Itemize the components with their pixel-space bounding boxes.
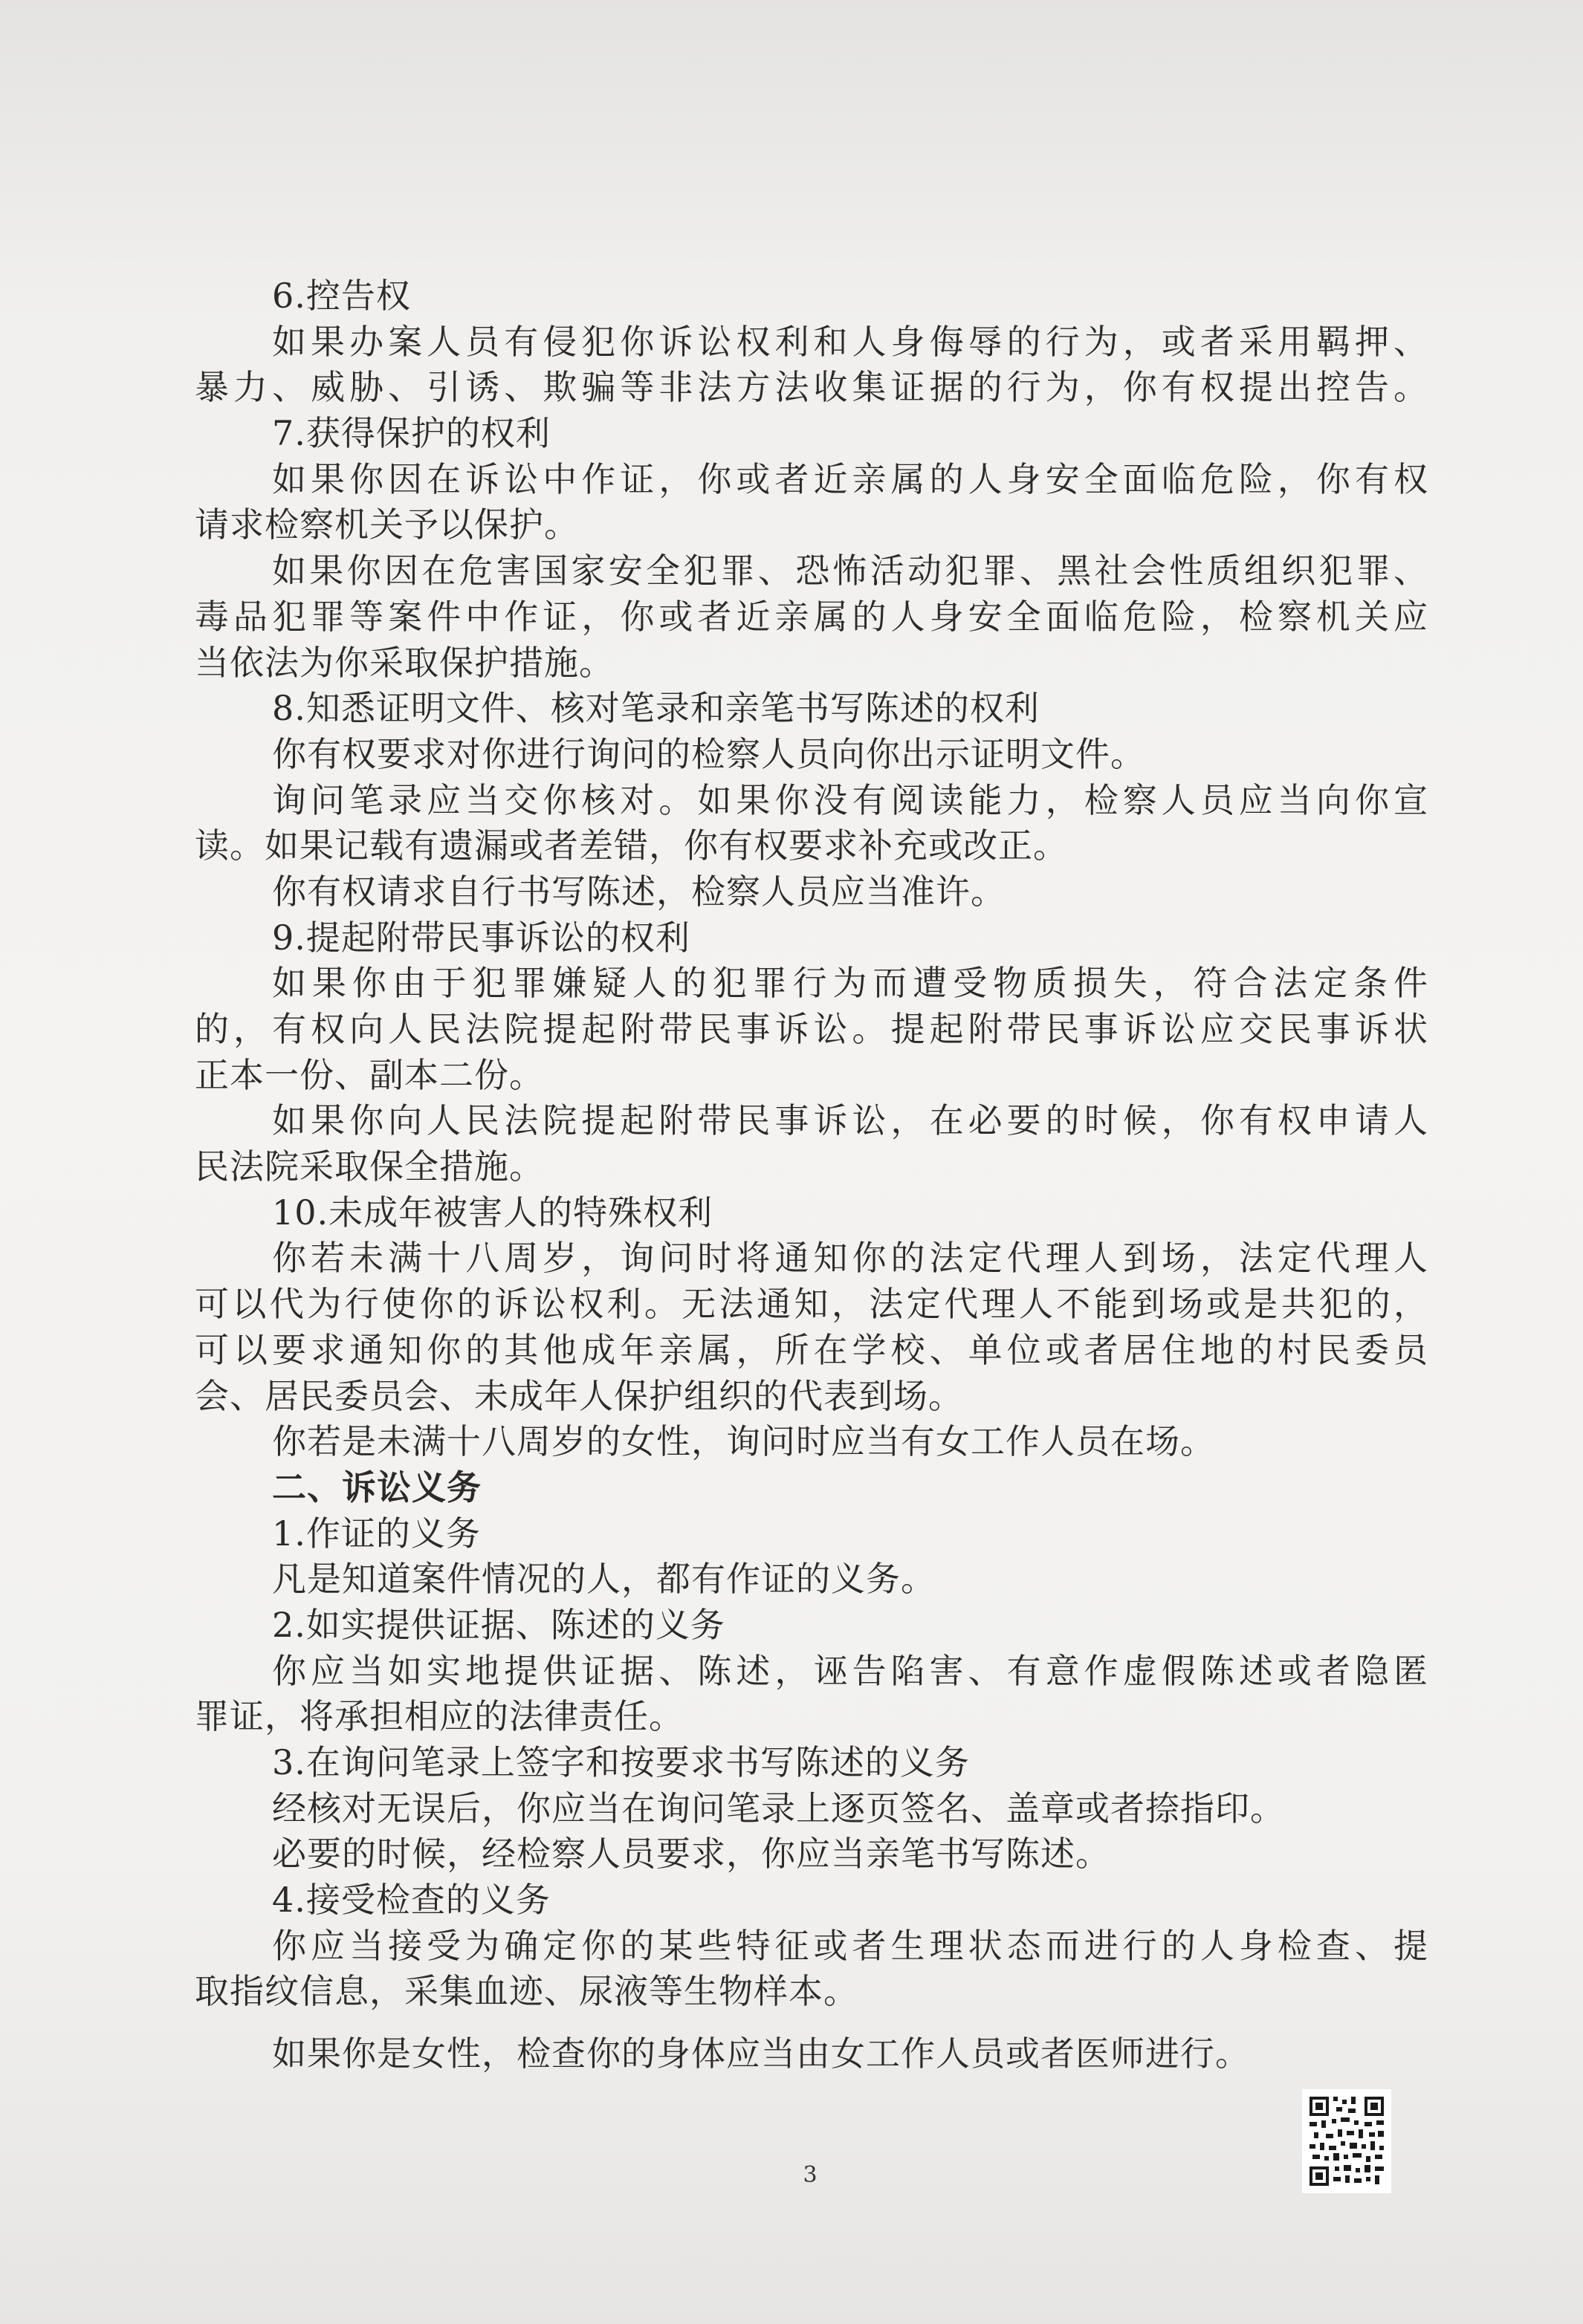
text-line: 可以要求通知你的其他成年亲属，所在学校、单位或者居住地的村民委员 [195,1329,1428,1370]
page-number: 3 [803,2162,818,2188]
section-heading: 二、诉讼义务 [272,1467,482,1507]
text-line: 如果办案人员有侵犯你诉讼权利和人身侮辱的行为，或者采用羁押、 [272,321,1428,362]
text-line: 如果你因在危害国家安全犯罪、恐怖活动犯罪、黑社会性质组织犯罪、 [272,551,1428,591]
subsection-heading: 8.知悉证明文件、核对笔录和亲笔书写陈述的权利 [272,688,1040,729]
text-line: 罪证，将承担相应的法律责任。 [195,1696,684,1737]
qr-code-icon [1302,2089,1391,2193]
text-line: 会、居民委员会、未成年人保护组织的代表到场。 [195,1375,963,1416]
text-line: 可以代为行使你的诉讼权利。无法通知，法定代理人不能到场或是共犯的， [195,1284,1428,1325]
text-line: 经核对无误后，你应当在询问笔录上逐页签名、盖章或者捺指印。 [272,1788,1285,1828]
text-line: 如果你向人民法院提起附带民事诉讼，在必要的时候，你有权申请人 [272,1100,1428,1141]
text-line: 取指纹信息，采集血迹、尿液等生物样本。 [195,1971,858,2012]
text-line: 当依法为你采取保护措施。 [195,642,614,683]
subsection-heading: 9.提起附带民事诉讼的权利 [272,917,690,958]
subsection-heading: 4.接受检查的义务 [272,1880,551,1921]
text-line: 你有权要求对你进行询问的检察人员向你出示证明文件。 [272,733,1145,774]
text-line: 毒品犯罪等案件中作证，你或者近亲属的人身安全面临危险，检察机关应 [195,596,1428,637]
text-line: 正本一份、副本二份。 [195,1054,544,1095]
text-line: 询问笔录应当交你核对。如果你没有阅读能力，检察人员应当向你宣 [272,779,1428,820]
text-line: 请求检察机关予以保护。 [195,504,579,545]
text-line: 民法院采取保全措施。 [195,1146,544,1187]
text-line: 你有权请求自行书写陈述，检察人员应当准许。 [272,871,1006,912]
text-line: 你若是未满十八周岁的女性，询问时应当有女工作人员在场。 [272,1421,1215,1462]
subsection-heading: 3.在询问笔录上签字和按要求书写陈述的义务 [272,1742,970,1782]
text-line: 如果你由于犯罪嫌疑人的犯罪行为而遭受物质损失，符合法定条件 [272,963,1428,1004]
subsection-heading: 7.获得保护的权利 [272,413,551,454]
text-line: 你应当接受为确定你的某些特征或者生理状态而进行的人身检查、提 [272,1925,1428,1966]
subsection-heading: 6.控告权 [272,276,411,316]
text-line: 暴力、威胁、引诱、欺骗等非法方法收集证据的行为，你有权提出控告。 [195,367,1428,408]
text-line: 读。如果记载有遗漏或者差错，你有权要求补充或改正。 [195,825,1068,866]
text-line: 你若未满十八周岁，询问时将通知你的法定代理人到场，法定代理人 [272,1238,1428,1279]
subsection-heading: 10.未成年被害人的特殊权利 [272,1192,713,1233]
text-line: 你应当如实地提供证据、陈述，诬告陷害、有意作虚假陈述或者隐匿 [272,1650,1428,1691]
document-body [195,273,1428,2077]
text-line: 必要的时候，经检察人员要求，你应当亲笔书写陈述。 [272,1834,1110,1875]
text-line: 的，有权向人民法院提起附带民事诉讼。提起附带民事诉讼应交民事诉状 [195,1009,1428,1049]
text-line: 如果你是女性，检查你的身体应当由女工作人员或者医师进行。 [272,2034,1250,2074]
subsection-heading: 2.如实提供证据、陈述的义务 [272,1604,725,1645]
text-line: 如果你因在诉讼中作证，你或者近亲属的人身安全面临危险，你有权 [272,458,1428,499]
text-line: 凡是知道案件情况的人，都有作证的义务。 [272,1559,936,1600]
subsection-heading: 1.作证的义务 [272,1513,481,1554]
